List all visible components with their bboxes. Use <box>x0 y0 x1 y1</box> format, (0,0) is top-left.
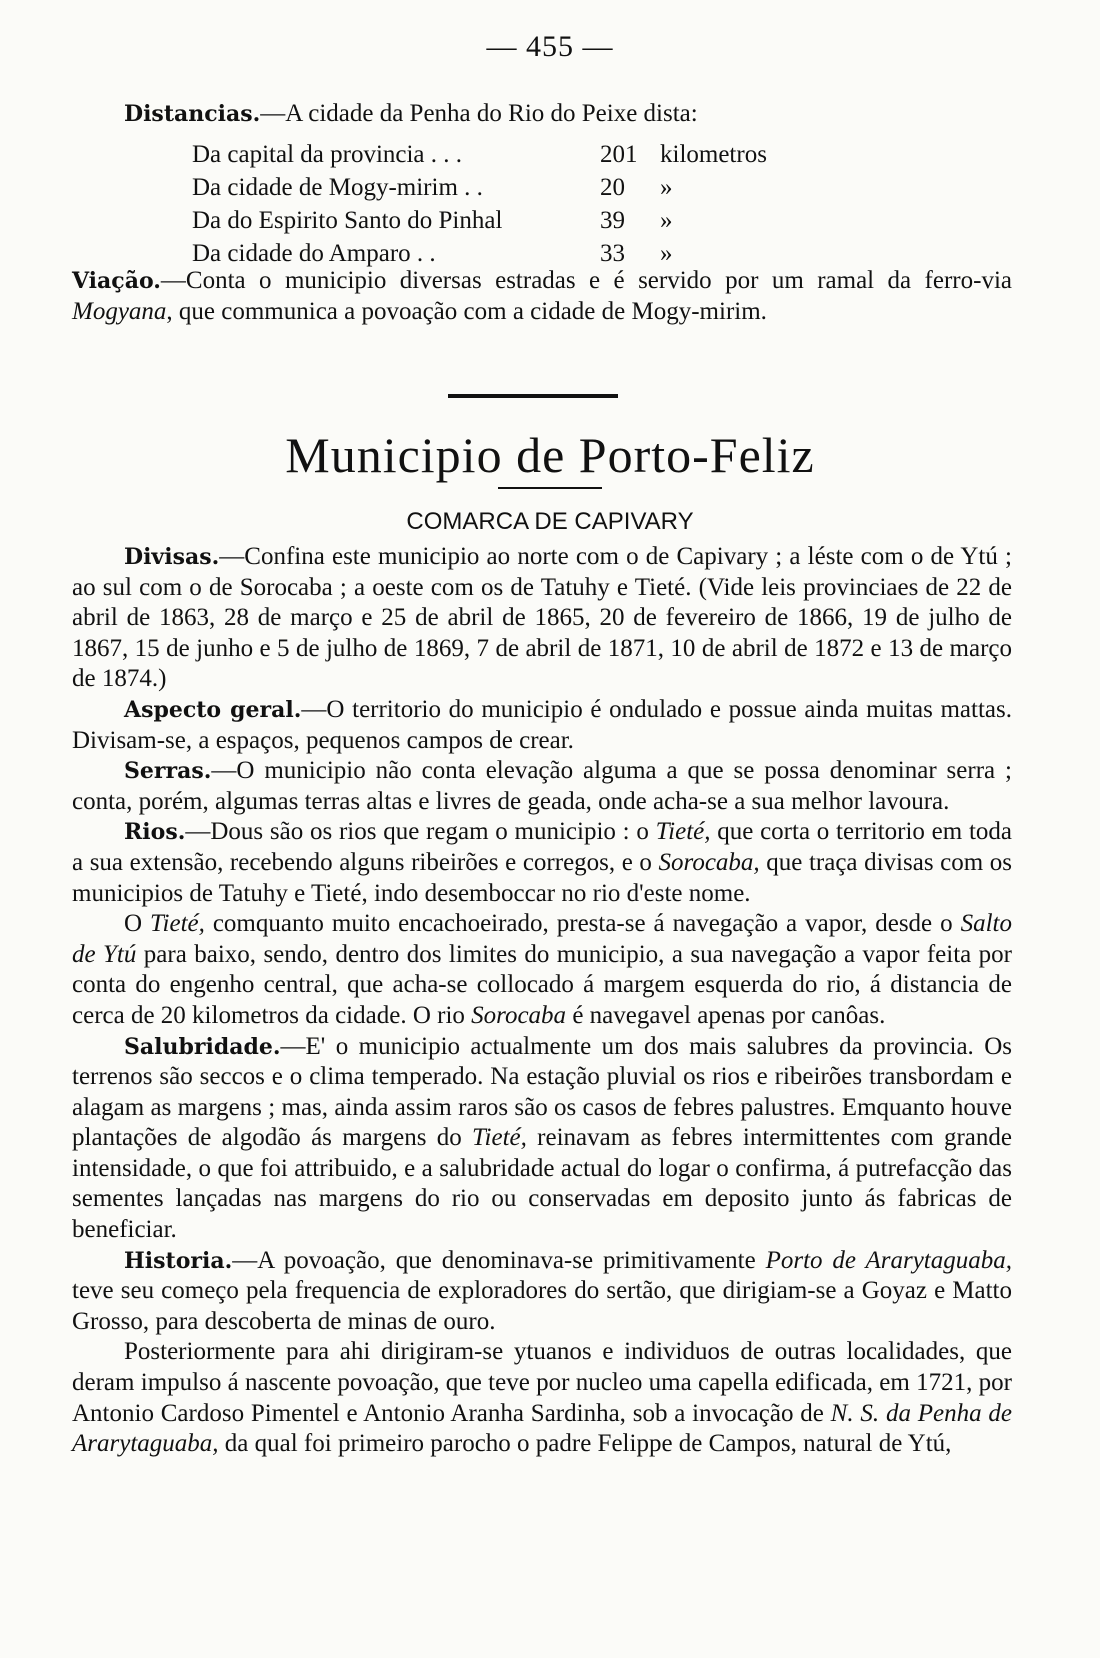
historia-italic: Porto de Ararytaguaba, <box>765 1246 1012 1274</box>
tiete-italic: Tieté, <box>150 910 205 938</box>
viacao-text: —Conta o municipio diversas estradas e é servido por um ramal da ferro-via <box>160 267 1012 294</box>
posteriormente-text: Posteriormente para ahi dirigiram-se ytuanos e individuos de outras localidades, que deram impulso á nascente povoação, que teve por nucleo uma capella edificada, em 1721, por Antonio Cardoso Pimentel e Antonio Aranha Sardinha, sob a invocação de <box>72 1338 1012 1427</box>
distance-table <box>192 138 767 270</box>
historia-text: —A povoação, que denominava-se primitivamente <box>232 1246 766 1274</box>
salubridade-text: —E' o municipio actualmente um dos mais salubres da provincia. Os terrenos são seccos e o clima temperado. Na estação pluvial os rios e ribeirões transbordam e alagam as margens ; mas, ainda assim raros são os casos de febres palustres. Emquanto houve plantações de algodão ás margens do <box>72 1032 1012 1152</box>
serras-paragraph <box>72 756 1012 817</box>
page-number: — 455 — <box>486 30 614 63</box>
tiete-text-2: comquanto muito encachoeirado, presta-se á navegação a vapor, desde o <box>204 910 961 938</box>
tiete-paragraph <box>72 909 1012 1031</box>
distance-unit: » <box>660 240 673 267</box>
salubridade-italic: Tieté, <box>472 1124 527 1152</box>
rios-text: —Dous são os rios que regam o municipio : o <box>185 818 656 846</box>
rios-text-3: que traça divisas com os municipios de Tatuhy e Tieté, indo desemboccar no rio d'este nome. <box>72 848 1013 907</box>
viacao-italic: Mogyana <box>72 297 167 325</box>
tiete-italic-sorocaba: Sorocaba <box>471 1001 567 1029</box>
posteriormente-italic: N. S. da Penha de Ararytaguaba, <box>72 1399 1013 1458</box>
rios-head: Rios. <box>124 819 186 846</box>
aspecto-paragraph <box>72 695 1012 756</box>
section-divider <box>448 394 618 398</box>
distance-km: 33 <box>600 240 625 267</box>
divisas-paragraph <box>72 542 1012 695</box>
serras-text: —O municipio não conta elevação alguma a que se possa denominar serra ; conta, porém, algumas terras altas e livres de geada, onde acha-se a sua melhor lavoura. <box>72 757 1012 815</box>
distance-km: 20 <box>600 174 625 201</box>
tiete-text-3: para baixo, sendo, dentro dos limites do municipio, a sua navegação a vapor feita por conta do engenho central, que acha-se collocado á margem esquerda do rio, á distancia de cerca de 20 kilometros da cidade. O rio <box>72 940 1012 1029</box>
distance-place: Da capital da provincia . . . <box>192 141 463 168</box>
distance-place: Da cidade do Amparo . . <box>192 240 436 267</box>
comarca-subtitle: COMARCA DE CAPIVARY <box>406 508 694 535</box>
tiete-text: O <box>124 910 151 938</box>
distance-row <box>192 138 767 171</box>
tiete-text-4: é navegavel apenas por canôas. <box>566 1001 886 1029</box>
aspecto-text: —O territorio do municipio é ondulado e possue ainda muitas mattas. Divisam-se, a espaços, pequenos campos de crear. <box>72 695 1012 754</box>
aspecto-head: Aspecto geral. <box>124 696 302 723</box>
divisas-text: —Confina este municipio ao norte com o de Capivary ; a léste com o de Ytú ; ao sul com o de Sorocaba ; a oeste com os de Tatuhy e Tieté. (Vide leis provinciaes de 22 de abril de 1863, 28 de março e 25 de abril de 1865, 20 de fevereiro de 1866, 19 de julho de 1867, 15 de junho e 5 de julho de 1869, 7 de abril de 1871, 10 de abril de 1872 e 13 de março de 1874.) <box>72 543 1012 693</box>
distance-row <box>192 171 767 204</box>
rios-text-2: que corta o territorio em toda a sua extensão, recebendo alguns ribeirões e corregos, e o <box>72 818 1013 876</box>
distance-unit: » <box>660 174 673 201</box>
distancias-heading-line <box>124 100 698 128</box>
rios-paragraph <box>72 817 1012 909</box>
distance-place: Da do Espirito Santo do Pinhal <box>192 207 503 234</box>
historia-paragraph <box>72 1246 1012 1338</box>
distance-unit: kilometros <box>660 141 767 168</box>
serras-head: Serras. <box>124 758 212 785</box>
distancias-head: Distancias. <box>124 101 261 127</box>
posteriormente-paragraph <box>72 1337 1012 1459</box>
tiete-italic-salto: Salto de Ytú <box>72 910 1012 968</box>
viacao-paragraph <box>72 266 1012 327</box>
title-underline <box>498 487 602 489</box>
viacao-head: Viação. <box>72 268 161 294</box>
body-text <box>72 542 1012 1460</box>
distancias-text: —A cidade da Penha do Rio do Peixe dista: <box>260 100 698 127</box>
historia-text-2: teve seu começo pela frequencia de exploradores do sertão, que dirigiam-se a Goyaz e Matto Grosso, para descoberta de minas de ouro. <box>72 1277 1012 1335</box>
viacao-text-end: , que communica a povoação com a cidade de Mogy-mirim. <box>166 297 767 325</box>
posteriormente-text-2: da qual foi primeiro parocho o padre Felippe de Campos, natural de Ytú, <box>218 1430 952 1458</box>
salubridade-head: Salubridade. <box>124 1033 281 1060</box>
distance-km: 201 <box>600 141 638 168</box>
distance-km: 39 <box>600 207 625 234</box>
rios-italic-tiete: Tieté, <box>655 818 711 846</box>
divisas-head: Divisas. <box>124 544 220 570</box>
historia-head: Historia. <box>124 1247 233 1274</box>
municipio-title: Municipio de Porto-Feliz <box>285 427 815 483</box>
distance-unit: » <box>660 207 673 234</box>
salubridade-text-2: reinavam as febres intermittentes com grande intensidade, o que foi attribuido, e a salubridade actual do logar o confirma, á putrefacção das sementes lançadas nas margens do rio ou conservadas em deposito junto ás fabricas de beneficiar. <box>72 1124 1012 1244</box>
rios-italic-sorocaba: Sorocaba, <box>658 848 760 876</box>
distance-row <box>192 204 767 237</box>
distance-place: Da cidade de Mogy-mirim . . <box>192 174 483 201</box>
salubridade-paragraph <box>72 1032 1012 1246</box>
